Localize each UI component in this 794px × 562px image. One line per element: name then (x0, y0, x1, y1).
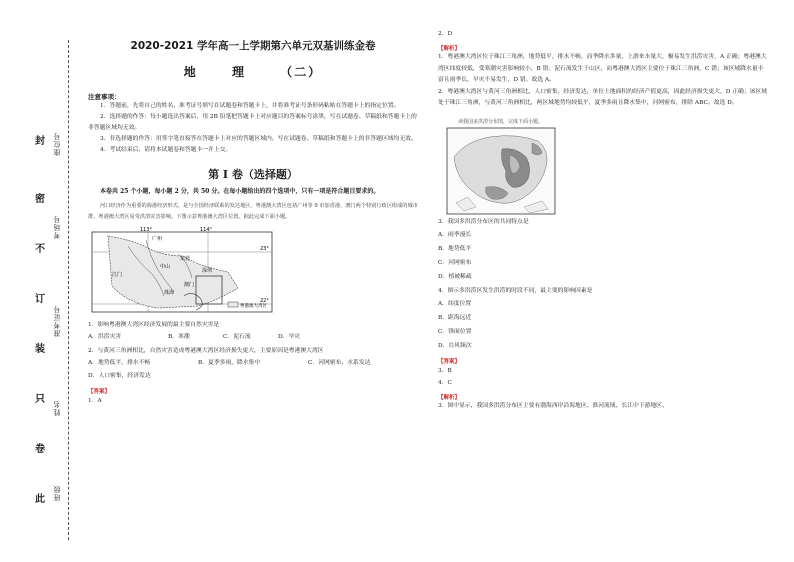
notice-item: 1．答题前，先将自己的姓名、准考证号填写在试题卷和答题卡上，并将准考证号条形码粘贴在答题卡上的指定位置。 (100, 103, 400, 109)
legend-label: 粤港澳大湾区 (240, 304, 267, 309)
china-flood-map (446, 127, 556, 215)
notice-item: 3．非选择题的作答：用签字笔直接答在答题卡上对应的答题区域内。写在试题卷、草稿纸和答题卡上的非答题区域均无效。 (100, 136, 417, 142)
binding-char: 订 (35, 294, 45, 305)
answer-value: 3．B (438, 367, 452, 374)
analysis-tag: 【解析】 (438, 46, 461, 52)
place-label: 广州 (152, 236, 163, 242)
option: B．寒潮 (168, 334, 190, 340)
answer-value: 4．C (438, 379, 452, 386)
question-options (88, 331, 418, 344)
option: D．人口密集，经济发达 (88, 373, 151, 379)
cut-line (68, 40, 69, 540)
place-label: 东莞 (180, 256, 191, 262)
explanation: 1．粤港澳大湾区位于珠江三角洲，地势低平，排水不畅，而季降水多量，上游来水量大，极易发生洪涝灾害，A 正确；粤港澳大湾区纬度较低，受寒潮灾害影响较小，B 错；泥石流发生于山区，而粤港澳大湾区主要位于珠江三角洲，C 错；该区域降水量丰富且雨季长，旱灾不易发生，D 错。故选 A。 (438, 54, 767, 83)
option: B．夏季多雨，降水集中 (198, 360, 261, 366)
question-stem: 1．影响粤港澳大湾区经济发展的最主要自然灾害是 (88, 322, 220, 328)
place-label: 江门 (112, 272, 123, 278)
option: C．河网密布，水系发达 (308, 360, 371, 366)
admission-number-field: 准考证号 (53, 305, 61, 337)
subject-line (88, 63, 418, 80)
binding-char: 只 (35, 394, 45, 405)
answer-tag: 【答案】 (88, 389, 111, 395)
binding-char: 装 (35, 344, 45, 355)
exam-title: 2020-2021 学年高一上学期第六单元双基训练金卷 (130, 40, 376, 52)
option: D．旱灾 (278, 334, 301, 340)
place-label: 中山 (160, 264, 171, 270)
right-column (438, 28, 768, 412)
bay-area-map (88, 226, 278, 318)
question-stem: 3．我国多洪涝分布区的共同特点是 (438, 218, 529, 225)
answer-value: 2．D (438, 31, 453, 37)
question-stem: 2．与黄河三角洲相比，自然灾害造成粤港澳大湾区经济损失更大，主要原因是粤港澳大湾区 (88, 348, 324, 354)
place-label: 珠海 (164, 290, 175, 296)
option: A．地势低平，排水不畅 (88, 360, 151, 366)
section-title: 第 Ⅰ 卷（选择题） (208, 168, 298, 181)
lat-label: 23° (260, 246, 269, 252)
left-column (88, 28, 418, 407)
notice-item: 2．选择题的作答：每小题选出答案后，用 2B 铅笔把答题卡上对应题目的答案标号涂黑，写在试题卷、草稿纸和答题卡上的非答题区域均无效。 (88, 114, 417, 131)
binding-char: 不 (35, 244, 45, 255)
explanation: 3．图中显示，我国多洪涝分布区主要有渤海西岸沿海地区、淮河流域、长江中下游地区、 (438, 402, 668, 409)
legend-swatch (228, 302, 238, 307)
reading-passage: 河口经济作为重要的海港经济形式，是与全国经济联系的发达地区。粤港澳大湾区包括广州等 9 市加香港、澳门两个特别行政区组成的城市群。粤港澳大湾区易受洪涝灾害影响。下图示意粤港澳大湾区位置。据此完成下面小题。 (88, 203, 418, 220)
name-field: 姓名 (53, 400, 61, 416)
binding-margin (28, 40, 76, 540)
option: C．河网密布 (438, 259, 472, 266)
place-label: 深圳 (202, 268, 213, 274)
binding-char: 此 (35, 494, 45, 505)
binding-char: 卷 (35, 444, 45, 455)
seat-number-field: 座位号 (53, 132, 61, 156)
option: D．植被稀疏 (438, 273, 472, 280)
lon-label: 114° (200, 227, 213, 233)
analysis-tag: 【解析】 (438, 394, 461, 401)
question-stem: 4．图示多洪涝区发生洪涝的时段不同，最主要的影响因素是 (438, 287, 593, 294)
notice-heading: 注意事项： (88, 93, 121, 101)
option: A．洪涝灾害 (88, 334, 122, 340)
exam-room-field: 考场号 (53, 215, 61, 239)
binding-char: 密 (35, 194, 45, 205)
option: C．泥石流 (223, 334, 251, 340)
answer-value: 1．A (88, 398, 102, 404)
lon-label: 113° (140, 227, 153, 233)
section-instruction: 本卷共 25 个小题，每小题 2 分，共 50 分。在每小题给出的四个选项中，只有一项是符合题目要求的。 (100, 188, 380, 195)
subject-name: 地 理 (183, 65, 260, 79)
option: A．纬度位置 (438, 300, 472, 307)
notice-item: 4．考试结束后，请将本试题卷和答题卡一并上交。 (100, 147, 232, 153)
binding-char: 封 (35, 136, 45, 147)
option: B．距海远近 (438, 314, 472, 321)
class-field: 班级 (53, 485, 61, 501)
question-options (88, 357, 418, 383)
option: A．雨季漫长 (438, 231, 472, 238)
lat-label: 22° (260, 298, 269, 304)
place-label: 澳门 (184, 282, 195, 288)
map-caption: 读我国多洪涝分布图，完成下面小题。 (458, 118, 544, 125)
answer-tag: 【答案】 (438, 358, 461, 365)
option: B．地势低平 (438, 245, 472, 252)
edition-label: （二） (280, 65, 323, 79)
explanation: 2．粤港澳大湾区与黄河三角洲相比，人口密集，经济发达，单位土地面积的经济产值更高，因此经济损失更大，D 正确；该区域处于珠江三角洲，与黄河三角洲相比，两区域地势均较低平，夏季多雨且降水集中，河网密布，排除 ABC。故选 D。 (438, 88, 768, 106)
option: C．锋面位置 (438, 328, 472, 335)
option: D．台风频次 (438, 342, 472, 349)
